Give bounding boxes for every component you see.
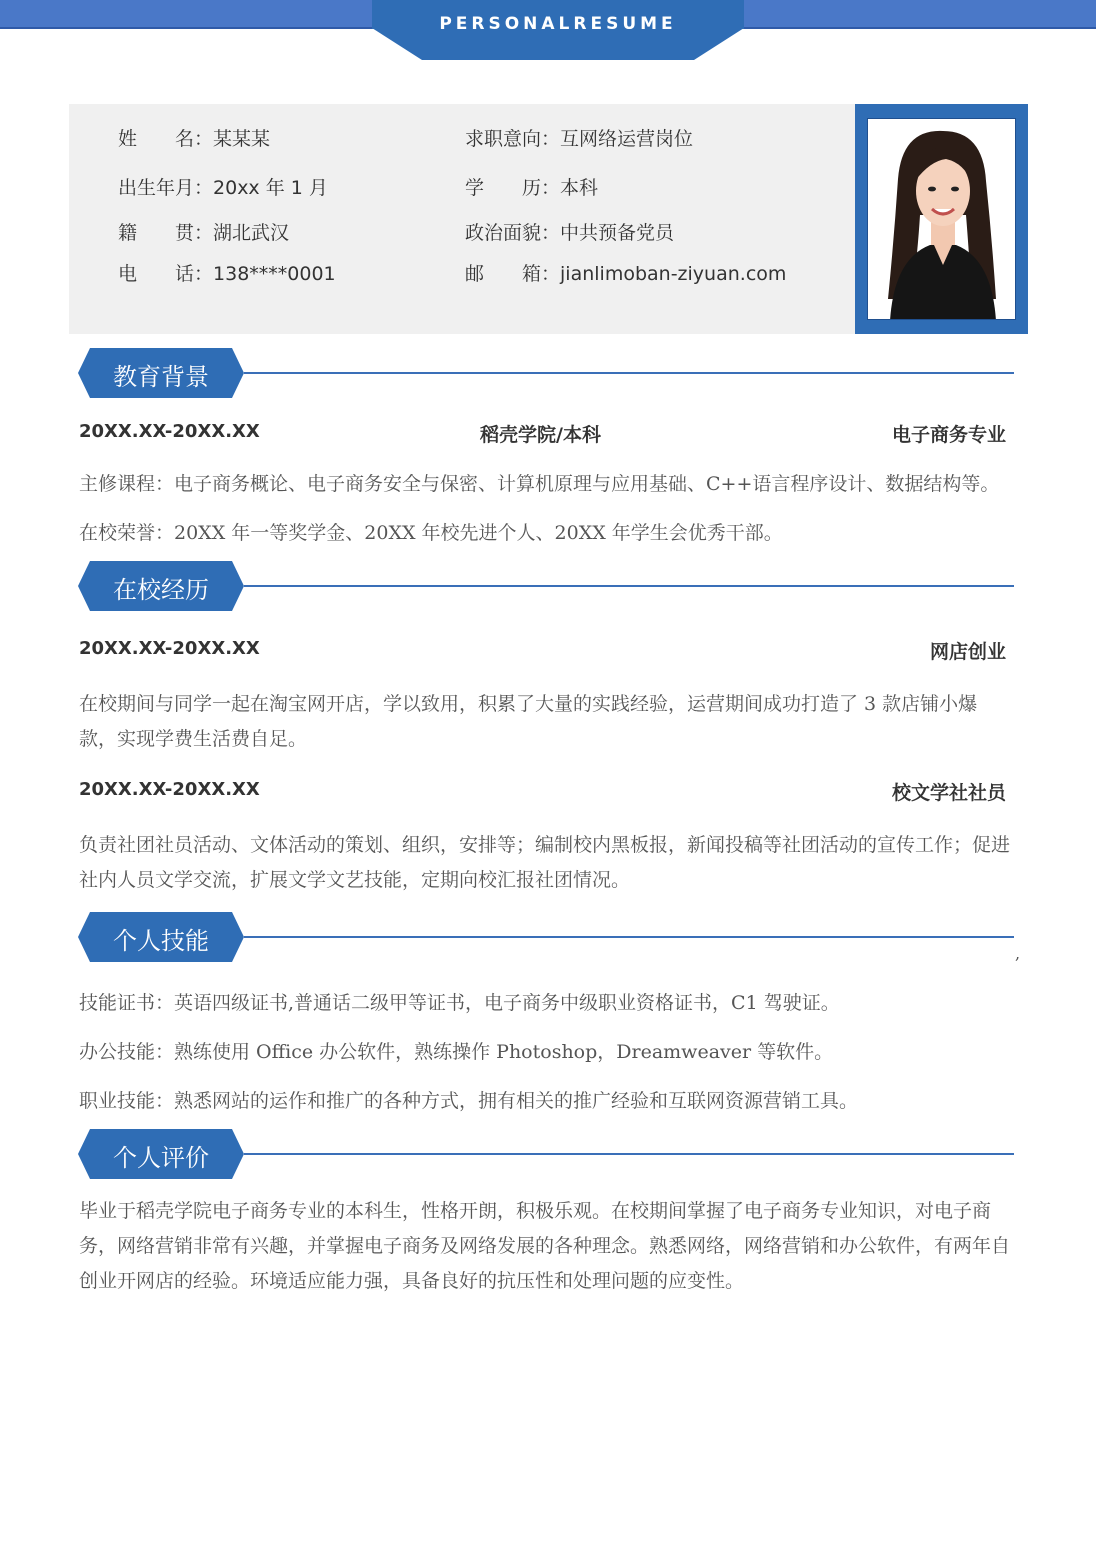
info-origin: 籍 贯：湖北武汉	[118, 222, 290, 244]
campus-item-period: 20XX.XX-20XX.XX	[79, 779, 260, 800]
info-email: 邮 箱：jianlimoban-ziyuan.com	[465, 263, 787, 285]
stray-comma: ,	[1015, 944, 1021, 963]
section-divider	[244, 1153, 1014, 1155]
skills-certs: 技能证书：英语四级证书,普通话二级甲等证书，电子商务中级职业资格证书，C1 驾驶证。	[79, 992, 840, 1014]
profile-photo	[867, 118, 1016, 320]
campus-item-desc: 在校期间与同学一起在淘宝网开店，学以致用，积累了大量的实践经验，运营期间成功打造了 3 款店铺小爆款，实现学费生活费自足。	[79, 693, 978, 750]
info-political: 政治面貌：中共预备党员	[465, 222, 675, 244]
resume-title: PERSONALRESUME	[439, 14, 677, 34]
education-courses: 主修课程：电子商务概论、电子商务安全与保密、计算机原理与应用基础、C++语言程序设计、数据结构等。	[79, 473, 1000, 495]
skills-career: 职业技能：熟悉网站的运作和推广的各种方式，拥有相关的推广经验和互联网资源营销工具。	[79, 1090, 859, 1112]
section-title-campus: 在校经历	[113, 576, 209, 604]
skills-office: 办公技能：熟练使用 Office 办公软件，熟练操作 Photoshop，Dreamweaver 等软件。	[79, 1041, 834, 1063]
section-header-evaluation	[78, 1129, 1014, 1179]
section-title-evaluation: 个人评价	[113, 1144, 209, 1172]
education-school: 稻壳学院/本科	[480, 424, 601, 446]
section-header-skills	[78, 912, 1014, 962]
section-title-skills: 个人技能	[113, 927, 209, 955]
section-divider	[244, 936, 1014, 938]
evaluation-text: 毕业于稻壳学院电子商务专业的本科生，性格开朗，积极乐观。在校期间掌握了电子商务专业知识，对电子商务，网络营销非常有兴趣，并掌握电子商务及网络发展的各种理念。熟悉网络，网络营销和办公软件，有两年自创业开网店的经验。环境适应能力强，具备良好的抗压性和处理问题的应变性。	[79, 1200, 1011, 1292]
info-name: 姓 名：某某某	[118, 128, 271, 150]
section-header-campus	[78, 561, 1014, 611]
section-title-education: 教育背景	[113, 363, 209, 391]
campus-item-period: 20XX.XX-20XX.XX	[79, 638, 260, 659]
campus-item-desc: 负责社团社员活动、文体活动的策划、组织，安排等；编制校内黑板报，新闻投稿等社团活动的宣传工作；促进社内人员文学交流，扩展文学文艺技能，定期向校汇报社团情况。	[79, 834, 1011, 891]
info-education: 学 历：本科	[465, 177, 599, 199]
info-birth: 出生年月：20xx 年 1 月	[118, 177, 328, 199]
info-phone: 电 话：138****0001	[118, 263, 336, 285]
section-divider	[244, 585, 1014, 587]
photo-frame	[855, 104, 1028, 334]
section-divider	[244, 372, 1014, 374]
campus-item-role: 校文学社社员	[891, 782, 1006, 804]
section-header-education	[78, 348, 1014, 398]
campus-item-role: 网店创业	[929, 641, 1006, 663]
education-period: 20XX.XX-20XX.XX	[79, 421, 260, 442]
info-target: 求职意向：互网络运营岗位	[465, 128, 694, 150]
education-major: 电子商务专业	[891, 424, 1006, 446]
education-honors: 在校荣誉：20XX 年一等奖学金、20XX 年校先进个人、20XX 年学生会优秀干部。	[79, 522, 783, 544]
